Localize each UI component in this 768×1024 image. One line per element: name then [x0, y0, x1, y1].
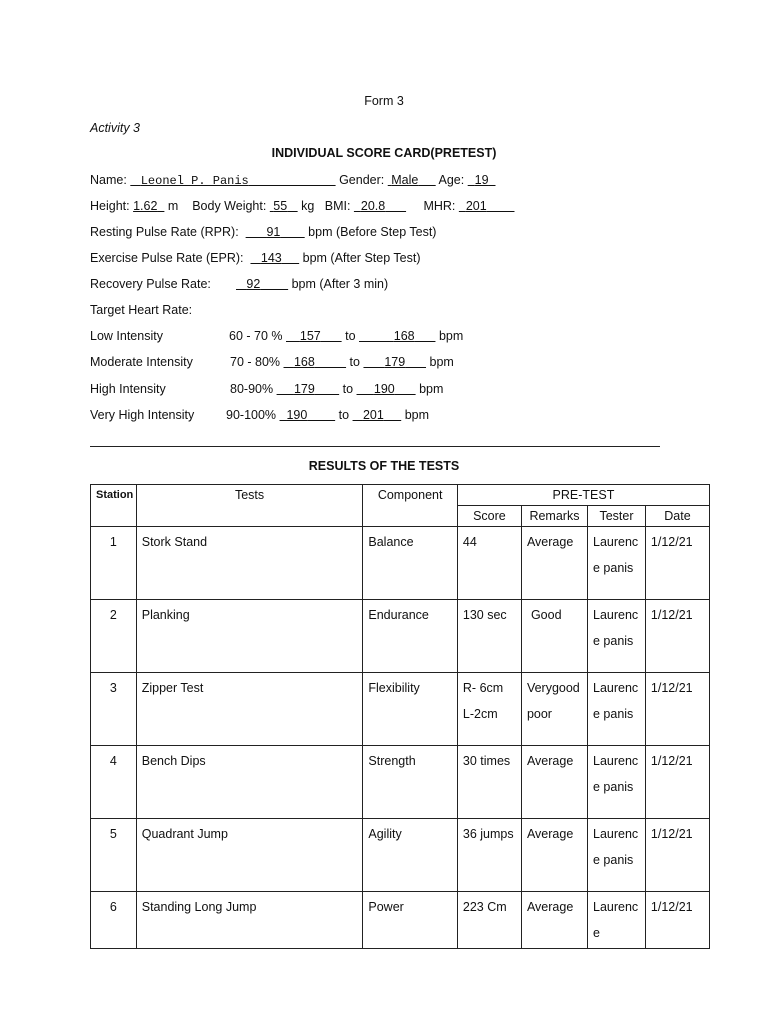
weight-unit: kg — [301, 199, 315, 213]
rpr-row — [90, 225, 436, 239]
cell-station: 3 — [91, 673, 137, 746]
header-pretest: PRE-TEST — [457, 485, 709, 506]
recovery-row — [90, 277, 211, 291]
cell-date: 1/12/21 — [645, 673, 709, 746]
intensity-range: 90-100% — [226, 408, 277, 422]
intensity-label: Very High Intensity — [90, 408, 195, 422]
intensity-to: 190 — [373, 382, 395, 396]
header-tests: Tests — [136, 485, 363, 527]
cell-component: Flexibility — [363, 673, 458, 746]
mhr-label: MHR: — [423, 199, 456, 213]
age-label: Age: — [438, 173, 465, 187]
rpr-note: bpm (Before Step Test) — [308, 225, 437, 239]
intensity-from: 168 — [293, 355, 315, 369]
header-station: Station — [91, 485, 137, 527]
cell-score: 44 — [457, 527, 521, 600]
height-label: Height: — [90, 199, 130, 213]
intensity-from: 190 — [286, 408, 308, 422]
header-component: Component — [363, 485, 458, 527]
intensity-range: 80-90% — [230, 382, 274, 396]
cell-component: Endurance — [363, 600, 458, 673]
intensity-to-word: to — [349, 355, 360, 369]
cell-test: Quadrant Jump — [136, 819, 363, 892]
cell-test: Standing Long Jump — [136, 892, 363, 949]
epr-note: bpm (After Step Test) — [302, 251, 421, 265]
name-row — [90, 173, 496, 188]
intensity-label: Low Intensity — [90, 329, 163, 343]
cell-date: 1/12/21 — [645, 527, 709, 600]
bmi-label: BMI: — [324, 199, 351, 213]
weight-label: Body Weight: — [192, 199, 267, 213]
rpr-value: 91 — [266, 225, 281, 239]
height-unit: m — [167, 199, 179, 213]
intensity-to: 168 — [393, 329, 415, 343]
table-row — [91, 673, 710, 746]
intensity-unit: bpm — [419, 382, 444, 396]
height-value: 1.62 — [133, 199, 158, 213]
name-value: Leonel P. Panis — [140, 174, 249, 188]
cell-remarks: Average — [521, 746, 587, 819]
table-row — [91, 892, 710, 949]
intensity-label: Moderate Intensity — [90, 355, 193, 369]
intensity-unit: bpm — [404, 408, 430, 422]
cell-remarks: Good — [521, 600, 587, 673]
cell-tester: Laurence panis — [588, 600, 646, 673]
recovery-label: Recovery Pulse Rate: — [90, 277, 211, 291]
cell-date: 1/12/21 — [645, 600, 709, 673]
cell-score: 130 sec — [457, 600, 521, 673]
intensity-unit: bpm — [429, 355, 454, 369]
cell-test: Zipper Test — [136, 673, 363, 746]
results-table — [90, 484, 710, 949]
table-row — [91, 527, 710, 600]
cell-tester: Laurence panis — [588, 673, 646, 746]
intensity-label: High Intensity — [90, 382, 166, 396]
recovery-note: bpm (After 3 min) — [291, 277, 389, 291]
intensity-from: 179 — [293, 382, 315, 396]
header-score: Score — [457, 506, 521, 527]
results-title: RESULTS OF THE TESTS — [308, 459, 460, 473]
cell-score: 223 Cm — [457, 892, 521, 949]
cell-component: Balance — [363, 527, 458, 600]
weight-value: 55 — [273, 199, 288, 213]
activity-label: Activity 3 — [90, 121, 141, 135]
cell-test: Bench Dips — [136, 746, 363, 819]
cell-test: Stork Stand — [136, 527, 363, 600]
cell-component: Strength — [363, 746, 458, 819]
cell-tester: Laurence panis — [588, 746, 646, 819]
cell-tester: Laurence panis — [588, 819, 646, 892]
age-value: 19 — [474, 173, 489, 187]
mhr-value: 201 — [465, 199, 487, 213]
intensity-to: 179 — [384, 355, 406, 369]
table-row — [91, 600, 710, 673]
cell-date: 1/12/21 — [645, 892, 709, 949]
intensity-range: 70 - 80% — [230, 355, 281, 369]
intensity-to-word: to — [342, 382, 354, 396]
thr-label: Target Heart Rate: — [90, 303, 193, 317]
cell-remarks: Verygood poor — [521, 673, 587, 746]
cell-remarks: Average — [521, 527, 587, 600]
cell-score: 30 times — [457, 746, 521, 819]
epr-row — [90, 251, 421, 265]
gender-label: Gender: — [339, 173, 385, 187]
intensity-to-word: to — [338, 408, 350, 422]
cell-score: R- 6cm L-2cm — [457, 673, 521, 746]
bmi-value: 20.8 — [360, 199, 386, 213]
intensity-values — [229, 329, 463, 343]
intensity-range: 60 - 70 % — [229, 329, 283, 343]
epr-label: Exercise Pulse Rate (EPR): — [90, 251, 244, 265]
cell-station: 5 — [91, 819, 137, 892]
cell-date: 1/12/21 — [645, 746, 709, 819]
rpr-label: Resting Pulse Rate (RPR): — [90, 225, 239, 239]
table-row — [91, 819, 710, 892]
intensity-values — [226, 408, 429, 422]
recovery-value-row — [236, 277, 388, 291]
cell-remarks: Average — [521, 892, 587, 949]
intensity-unit: bpm — [438, 329, 464, 343]
cell-date: 1/12/21 — [645, 819, 709, 892]
intensity-values — [230, 355, 454, 369]
intensity-values — [230, 382, 443, 396]
intensity-to: 201 — [362, 408, 384, 422]
cell-station: 6 — [91, 892, 137, 949]
cell-station: 2 — [91, 600, 137, 673]
intensity-from: 157 — [299, 329, 321, 343]
cell-component: Power — [363, 892, 458, 949]
header-tester: Tester — [588, 506, 646, 527]
intensity-to-word: to — [345, 329, 356, 343]
cell-test: Planking — [136, 600, 363, 673]
gender-value: Male — [391, 173, 419, 187]
cell-tester: Laurence — [588, 892, 646, 949]
cell-tester: Laurence panis — [588, 527, 646, 600]
table-header-row — [91, 485, 710, 506]
header-remarks: Remarks — [521, 506, 587, 527]
cell-station: 1 — [91, 527, 137, 600]
divider-line — [90, 446, 660, 447]
cell-score: 36 jumps — [457, 819, 521, 892]
header-date: Date — [645, 506, 709, 527]
cell-station: 4 — [91, 746, 137, 819]
table-row — [91, 746, 710, 819]
form-number: Form 3 — [364, 94, 404, 108]
measurements-row — [90, 199, 514, 213]
page-title: INDIVIDUAL SCORE CARD(PRETEST) — [271, 146, 497, 160]
name-label: Name: — [90, 173, 127, 187]
epr-value: 143 — [260, 251, 282, 265]
cell-component: Agility — [363, 819, 458, 892]
recovery-value: 92 — [246, 277, 261, 291]
cell-remarks: Average — [521, 819, 587, 892]
